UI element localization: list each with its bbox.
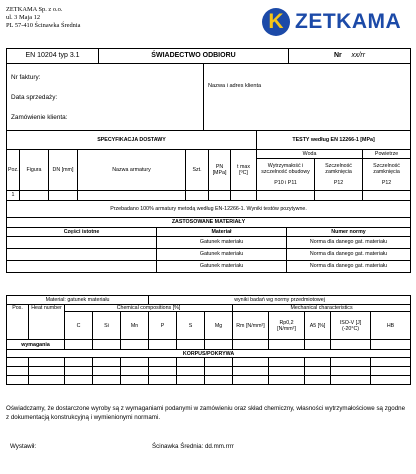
mech-col: Rm [N/mm²] <box>233 312 269 340</box>
table-row <box>7 358 411 367</box>
delivery-spec-table <box>6 130 411 218</box>
sale-date-label: Data sprzedaży: <box>11 94 58 101</box>
company-city: PL 57-410 Ścinawka Średnia <box>6 22 81 30</box>
chem-col: Mg <box>205 312 233 340</box>
chem-col: P <box>149 312 177 340</box>
info-block <box>6 63 411 131</box>
col-dn: DN [mm] <box>49 150 78 191</box>
results-table <box>6 295 411 385</box>
logo-k-icon: K <box>262 8 290 36</box>
logo-text: ZETKAMA <box>295 10 402 33</box>
mech-col: HB <box>371 312 411 340</box>
body-title: KORPUS/POKRYWA <box>7 350 411 358</box>
table-row <box>7 249 411 261</box>
strength-value: P10 i P11 <box>274 179 297 186</box>
seal-air-label: Szczelność zamknięcia <box>373 163 400 176</box>
table-row <box>7 191 411 201</box>
issued-label: Wystawił: <box>10 443 37 450</box>
water-label: Woda <box>257 150 363 159</box>
norm-cell: Norma dla danego gat. materiału <box>287 261 411 273</box>
col-name: Nazwa armatury <box>78 150 186 191</box>
col-figura: Figura <box>20 150 49 191</box>
material-cell: Gatunek materiału <box>157 249 287 261</box>
company-address <box>6 6 80 31</box>
col-szt: Szt. <box>186 150 209 191</box>
strength-label: Wytrzymałość i szczelność obudowy <box>261 163 310 176</box>
norm-label: EN 10204 typ 3.1 <box>7 49 99 64</box>
air-label: Powietrze <box>363 150 411 159</box>
col-seal-water <box>315 159 363 191</box>
norm-label: wyniki badań wg normy przedmiotowej <box>149 296 411 305</box>
col-poz: Poz. <box>7 150 20 191</box>
customer-label: Nazwa i adres klienta <box>208 83 262 89</box>
col-material: Materiał <box>157 228 287 237</box>
pos-label: Pos. <box>7 305 29 340</box>
compliance-statement: Oświadczamy, że dostarczone wyroby są z wymaganiami podanymi w zamówieniu oraz skład chemiczny, własności wytrzymałościowe są zgodne z dokumentacją konstrukcyjną i wymienionymi normami. <box>6 405 406 421</box>
tests-title: TESTY według EN 12266-1 [MPa] <box>257 131 411 150</box>
col-seal-air <box>363 159 411 191</box>
material-label: Material: gatunek materiału <box>7 296 149 305</box>
material-cell: Gatunek materiału <box>157 261 287 273</box>
certificate-title: ŚWIADECTWO ODBIORU <box>99 49 289 64</box>
table-row <box>7 376 411 385</box>
seal-water-value: P12 <box>333 179 344 186</box>
spec-title: SPECYFIKACJA DOSTAWY <box>7 131 257 150</box>
chem-col: Si <box>93 312 121 340</box>
table-row <box>7 261 411 273</box>
requirements-label: wymagania <box>7 340 65 350</box>
test-note: Przebadano 100% armatury metodą według EN-12266-1. Wyniki testów pozytywne. <box>7 201 411 218</box>
certificate-header <box>6 48 411 64</box>
place-date: Ścinawka Średnia: dd.mm.rrrr <box>152 443 234 450</box>
heat-label: Heat number <box>29 305 65 340</box>
col-norm: Numer normy <box>287 228 411 237</box>
mech-col: A5 [%] <box>305 312 331 340</box>
company-name: ZETKAMA Sp. z o.o. <box>6 6 63 13</box>
mech-label: Mechanical characteristics <box>233 305 411 312</box>
col-part: Części istotne <box>7 228 157 237</box>
company-street: ul. 3 Maja 12 <box>6 14 41 22</box>
nr-value: xx/rr <box>351 51 366 59</box>
table-row <box>7 367 411 376</box>
seal-air-value: P12 <box>381 179 392 186</box>
col-strength <box>257 159 315 191</box>
invoice-label: Nr faktury: <box>11 74 41 81</box>
table-row <box>7 237 411 249</box>
order-label: Zamówienie klienta: <box>11 114 68 121</box>
col-pn: PN [MPa] <box>209 150 231 191</box>
chem-label: Chemical compositions [%] <box>65 305 233 312</box>
col-tmax: t max [ºC] <box>231 150 257 191</box>
materials-title: ZASTOSOWANE MATERIAŁY <box>7 218 411 228</box>
nr-label: Nr <box>333 51 342 59</box>
materials-table <box>6 217 411 273</box>
certificate-number <box>289 49 411 64</box>
chem-col: C <box>65 312 93 340</box>
table-row <box>7 340 411 350</box>
mech-col: ISO-V [J] (-20°C) <box>331 312 371 340</box>
mech-col: Rp0,2 [N/mm²] <box>269 312 305 340</box>
norm-cell: Norma dla danego gat. materiału <box>287 249 411 261</box>
row-number: 1 <box>7 191 20 201</box>
norm-cell: Norma dla danego gat. materiału <box>287 237 411 249</box>
chem-col: S <box>177 312 205 340</box>
material-cell: Gatunek materiału <box>157 237 287 249</box>
chem-col: Mn <box>121 312 149 340</box>
seal-water-label: Szczelność zamknięcia <box>325 163 352 176</box>
